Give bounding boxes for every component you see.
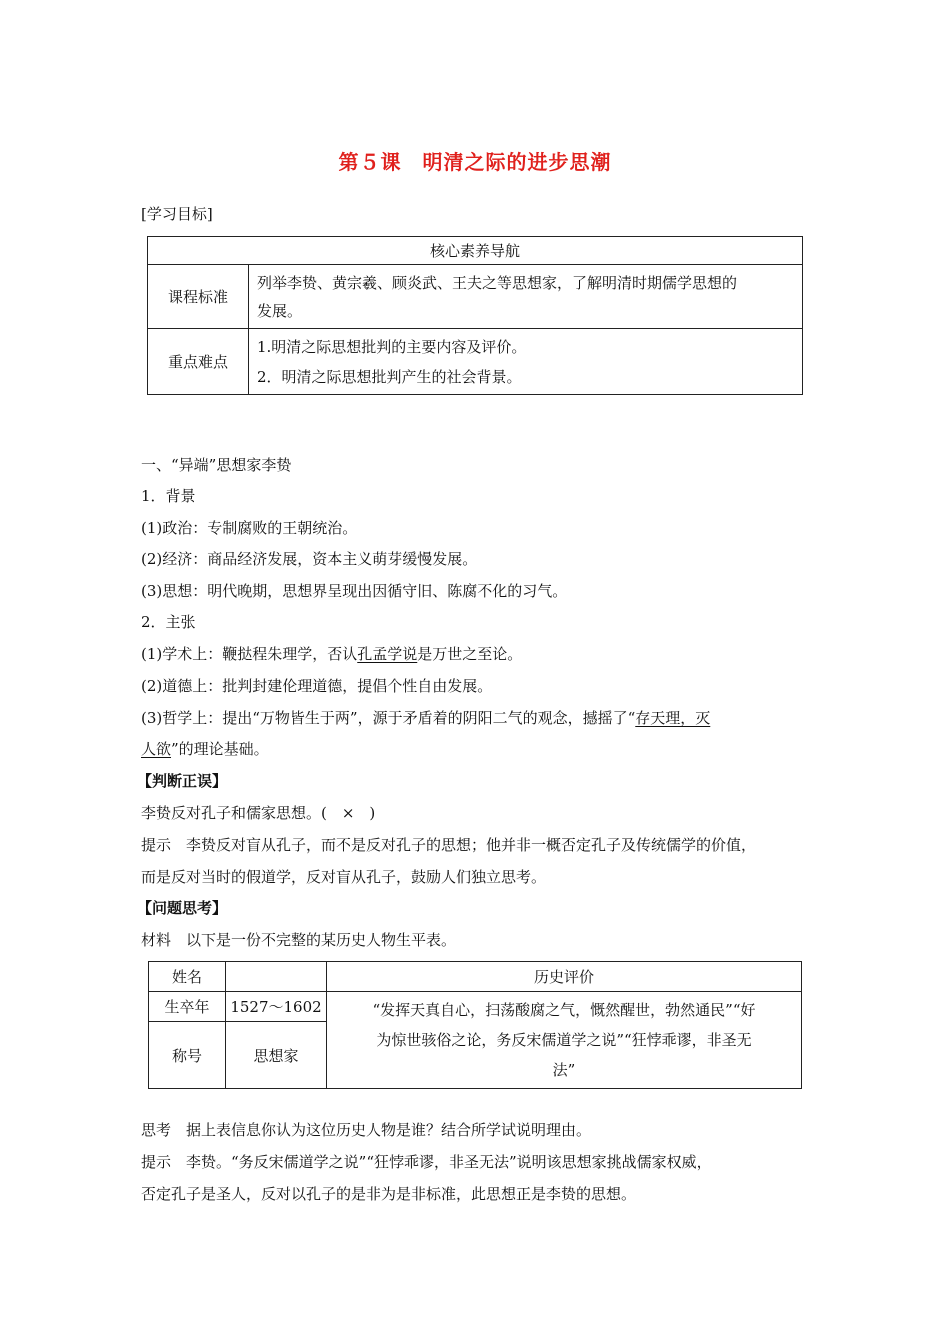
biography-table (148, 961, 802, 1089)
claim-underlined: 孔孟学说 (357, 645, 418, 663)
question-hint: 提示 李贽。“务反宋儒道学之说”“狂悖乖谬，非圣无法”说明该思想家挑战儒家权威， (141, 1153, 712, 1171)
objectives-label: [学习目标] (141, 205, 213, 223)
core-literacy-table (147, 236, 803, 395)
claim-underlined: 存天理，灭 (635, 709, 711, 727)
content-line: 2．明清之际思想批判产生的社会背景。 (257, 367, 522, 386)
eval-line: 为惊世骇俗之论，务反宋儒道学之说”“狂悖乖谬，非圣无 (376, 1031, 752, 1049)
claim-underlined: 人欲 (141, 740, 172, 758)
judge-hint: 提示 李贽反对盲从孔子，而不是反对孔子的思想；他并非一概否定孔子及传统儒学的价值， (141, 836, 757, 854)
claim-moral: (2)道德上：批判封建伦理道德，提倡个性自由发展。 (141, 677, 493, 695)
core-row-label: 重点难点 (148, 329, 249, 395)
background-item: (1)政治：专制腐败的王朝统治。 (141, 519, 358, 537)
claim-text: ”的理论基础。 (171, 740, 269, 758)
section-heading: 一、“异端”思想家李贽 (141, 456, 292, 474)
claim-academic (141, 644, 522, 664)
bio-eval-content (327, 992, 802, 1089)
judge-label: 【判断正误】 (137, 772, 228, 790)
bio-birth-value: 1527～1602 (226, 992, 327, 1022)
background-item: (3)思想：明代晚期，思想界呈现出因循守旧、陈腐不化的习气。 (141, 582, 568, 600)
background-item: (2)经济：商品经济发展，资本主义萌芽缓慢发展。 (141, 550, 478, 568)
judge-hint: 而是反对当时的假道学，反对盲从孔子，鼓励人们独立思考。 (141, 868, 547, 886)
core-row-content (249, 265, 803, 329)
page-title: 第５课 明清之际的进步思潮 (338, 150, 612, 174)
core-row-label: 课程标准 (148, 265, 249, 329)
judge-statement: 李贽反对孔子和儒家思想。( × ) (141, 804, 376, 822)
claim-text: (3)哲学上：提出“万物皆生于两”，源于矛盾着的阴阳二气的观念，撼摇了“ (141, 709, 636, 727)
bio-name-value (226, 962, 327, 992)
eval-line: “发挥天真自心，扫荡酸腐之气，慨然醒世，勃然通民”“好 (372, 1001, 756, 1019)
bio-name-label: 姓名 (149, 962, 226, 992)
content-line: 发展。 (257, 301, 303, 320)
claims-title: 2．主张 (141, 613, 196, 631)
bio-title-value: 思想家 (226, 1022, 327, 1089)
bio-eval-header: 历史评价 (327, 962, 802, 992)
claim-philosophy-cont (141, 739, 269, 759)
think-question: 思考 据上表信息你认为这位历史人物是谁？结合所学试说明理由。 (141, 1121, 592, 1139)
core-table-header: 核心素养导航 (148, 237, 803, 265)
content-line: 1.明清之际思想批判的主要内容及评价。 (257, 337, 527, 356)
claim-philosophy (141, 708, 710, 728)
content-line: 列举李贽、黄宗羲、顾炎武、王夫之等思想家，了解明清时期儒学思想的 (257, 273, 738, 292)
eval-line: 法” (552, 1061, 576, 1079)
claim-text: 是万世之至论。 (417, 645, 523, 663)
core-row-content (249, 329, 803, 395)
bio-birth-label: 生卒年 (149, 992, 226, 1022)
question-label: 【问题思考】 (137, 899, 228, 917)
claim-text: (1)学术上：鞭挞程朱理学，否认 (141, 645, 358, 663)
question-hint: 否定孔子是圣人，反对以孔子的是非为是非标准，此思想正是李贽的思想。 (141, 1185, 637, 1203)
background-title: 1．背景 (141, 487, 196, 505)
material-intro: 材料 以下是一份不完整的某历史人物生平表。 (141, 931, 457, 949)
bio-title-label: 称号 (149, 1022, 226, 1089)
